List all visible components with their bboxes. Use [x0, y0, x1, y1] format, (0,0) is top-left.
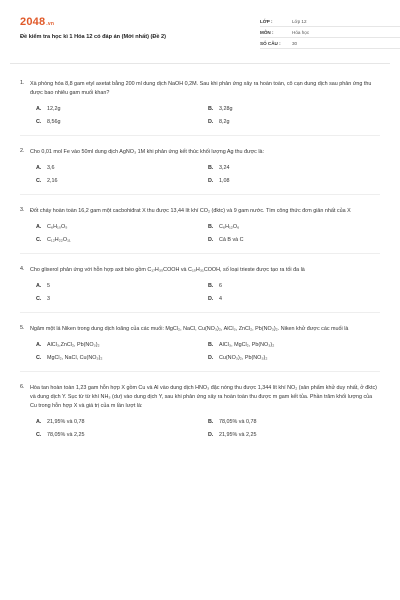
question-text: Hòa tan hoàn toàn 1,23 gam hỗn hợp X gồm Cu và Al vào dung dịch HNO₃ đặc nóng thu được 1,344 lít khí NO₂ (sản phẩm khử duy nhất, ở đktc) và dung dịch Y. Sục từ từ khí NH₃ (dư) vào dung dịch Y, sau khi phản ứng xảy ra hoàn toàn thu được m gam kết tủa. Phần trăm khối lượng của Cu trong hỗn hợp X và giá trị của m lần lượt là:: [30, 385, 377, 409]
question-text: Cho 0,01 mol Fe vào 50ml dung dịch AgNO₃ 1M khi phản ứng kết thúc khối lượng Ag thu được là:: [30, 149, 265, 155]
option-text: 4: [219, 296, 222, 302]
option-text: 78,05% và 2,25: [47, 432, 85, 438]
option-letter: C.: [36, 296, 42, 302]
option-text: C₆H₁₀O₅: [47, 224, 68, 230]
option-letter: A.: [36, 165, 42, 171]
question-number: 4.: [20, 266, 25, 272]
divider: [20, 135, 380, 136]
option-letter: B.: [208, 165, 214, 171]
option-text: 78,05% và 0,78: [219, 419, 257, 425]
option-letter: C.: [36, 178, 42, 184]
option-text: AlCl₃,ZnCl₂, Pb(NO₃)₂: [47, 342, 100, 348]
meta-key: LỚP :: [260, 18, 273, 24]
option-letter: B.: [208, 342, 214, 348]
question-text: Đốt cháy hoàn toàn 16,2 gam một cacbohiđrat X thu được 13,44 lít khí CO₂ (đktc) và 9 gam nước. Tìm công thức đơn giản nhất của X: [30, 208, 351, 214]
answer-option[interactable]: [208, 355, 380, 361]
answer-option[interactable]: [36, 224, 208, 230]
option-text: 2,16: [47, 178, 58, 184]
option-letter: A.: [36, 283, 42, 289]
meta-key: SỐ CÂU :: [260, 40, 281, 46]
answer-options: [30, 342, 380, 361]
option-text: 8,2g: [219, 119, 230, 125]
question-text: Cho glixerol phản ứng với hỗn hợp axit béo gồm C₁₇H₃₅COOH và C₁₅H₃₁COOH, số loại trieste được tạo ra tối đa là: [30, 267, 305, 273]
answer-option[interactable]: [208, 165, 380, 171]
option-text: MgCl₂, NaCl, Cu(NO₃)₂: [47, 355, 103, 361]
answer-option[interactable]: [36, 432, 208, 438]
option-text: C₆H₁₂O₆: [219, 224, 240, 230]
question-text: Ngâm một lá Niken trong dung dịch loãng của các muối: MgCl₂, NaCl, Cu(NO₃)₂, AlCl₃, ZnCl₂, Pb(NO₃)₂. Niken khử được các muối là: [30, 326, 349, 332]
option-text: 3,28g: [219, 106, 233, 112]
question-number: 3.: [20, 207, 25, 213]
answer-options: [30, 165, 380, 184]
option-letter: D.: [208, 237, 214, 243]
answer-option[interactable]: [208, 432, 380, 438]
question-item: [20, 384, 380, 438]
meta-row-class: [260, 16, 400, 27]
option-text: 3,6: [47, 165, 55, 171]
logo-domain: .vn: [46, 21, 55, 27]
answer-option[interactable]: [208, 342, 380, 348]
answer-option[interactable]: [208, 119, 380, 125]
divider: [20, 253, 380, 254]
answer-option[interactable]: [208, 283, 380, 289]
question-item: [20, 325, 380, 372]
answer-option[interactable]: [36, 178, 208, 184]
page-title: Đề kiểm tra học kì 1 Hóa 12 có đáp án (Mới nhất) (Đề 2): [20, 34, 167, 40]
page-header: [10, 0, 390, 64]
site-logo[interactable]: [20, 16, 54, 28]
question-number: 2.: [20, 148, 25, 154]
meta-value: Lớp 12: [292, 18, 307, 24]
option-text: 1,08: [219, 178, 230, 184]
option-text: AlCl₃, MgCl₂, Pb(NO₃)₂: [219, 342, 275, 348]
answer-option[interactable]: [36, 419, 208, 425]
option-text: 3,24: [219, 165, 230, 171]
answer-options: [30, 106, 380, 125]
option-text: 12,2g: [47, 106, 61, 112]
option-text: 3: [47, 296, 50, 302]
option-text: C₁₂H₂₂O₁₁: [47, 237, 71, 243]
option-letter: C.: [36, 355, 42, 361]
option-text: 8,56g: [47, 119, 61, 125]
question-text: Xà phòng hóa 8,8 gam etyl axetat bằng 200 ml dung dịch NaOH 0,2M. Sau khi phản ứng xảy ra hoàn toàn, cô cạn dung dịch sau phản ứng thu được bao nhiêu gam muối khan?: [30, 81, 372, 96]
option-text: 21,95% và 2,25: [219, 432, 257, 438]
option-letter: D.: [208, 178, 214, 184]
question-item: [20, 207, 380, 254]
answer-option[interactable]: [36, 237, 208, 243]
option-text: 21,95% và 0,78: [47, 419, 85, 425]
answer-option[interactable]: [36, 106, 208, 112]
option-letter: C.: [36, 237, 42, 243]
option-letter: D.: [208, 432, 214, 438]
answer-option[interactable]: [36, 165, 208, 171]
divider: [20, 312, 380, 313]
option-letter: A.: [36, 419, 42, 425]
option-text: 5: [47, 283, 50, 289]
answer-option[interactable]: [208, 106, 380, 112]
divider: [20, 194, 380, 195]
meta-row-subject: [260, 27, 400, 38]
answer-option[interactable]: [208, 296, 380, 302]
option-text: Cu(NO₃)₂, Pb(NO₃)₂: [219, 355, 268, 361]
answer-option[interactable]: [36, 296, 208, 302]
option-letter: B.: [208, 283, 214, 289]
answer-option[interactable]: [36, 119, 208, 125]
option-letter: D.: [208, 355, 214, 361]
option-letter: C.: [36, 432, 42, 438]
divider: [20, 371, 380, 372]
question-item: [20, 148, 380, 195]
exam-meta: [260, 16, 400, 49]
option-letter: D.: [208, 119, 214, 125]
option-letter: B.: [208, 419, 214, 425]
meta-row-count: [260, 38, 400, 49]
answer-option[interactable]: [208, 178, 380, 184]
option-letter: D.: [208, 296, 214, 302]
meta-value: Hóa học: [292, 29, 310, 35]
answer-option[interactable]: [208, 237, 380, 243]
option-letter: C.: [36, 119, 42, 125]
answer-options: [30, 419, 380, 438]
question-number: 1.: [20, 80, 25, 86]
meta-key: MÔN :: [260, 29, 274, 35]
answer-option[interactable]: [208, 419, 380, 425]
question-item: [20, 80, 380, 136]
answer-options: [30, 283, 380, 302]
answer-options: [30, 224, 380, 243]
answer-option[interactable]: [36, 355, 208, 361]
meta-value: 30: [292, 40, 298, 46]
option-letter: B.: [208, 106, 214, 112]
question-list: [10, 64, 390, 438]
question-number: 6.: [20, 384, 25, 390]
logo-text: 2048: [20, 16, 46, 28]
option-letter: B.: [208, 224, 214, 230]
question-number: 5.: [20, 325, 25, 331]
answer-option[interactable]: [208, 224, 380, 230]
option-text: 6: [219, 283, 222, 289]
answer-option[interactable]: [36, 342, 208, 348]
option-letter: A.: [36, 106, 42, 112]
option-letter: A.: [36, 224, 42, 230]
option-letter: A.: [36, 342, 42, 348]
answer-option[interactable]: [36, 283, 208, 289]
option-text: Cả B và C: [219, 237, 244, 243]
question-item: [20, 266, 380, 313]
